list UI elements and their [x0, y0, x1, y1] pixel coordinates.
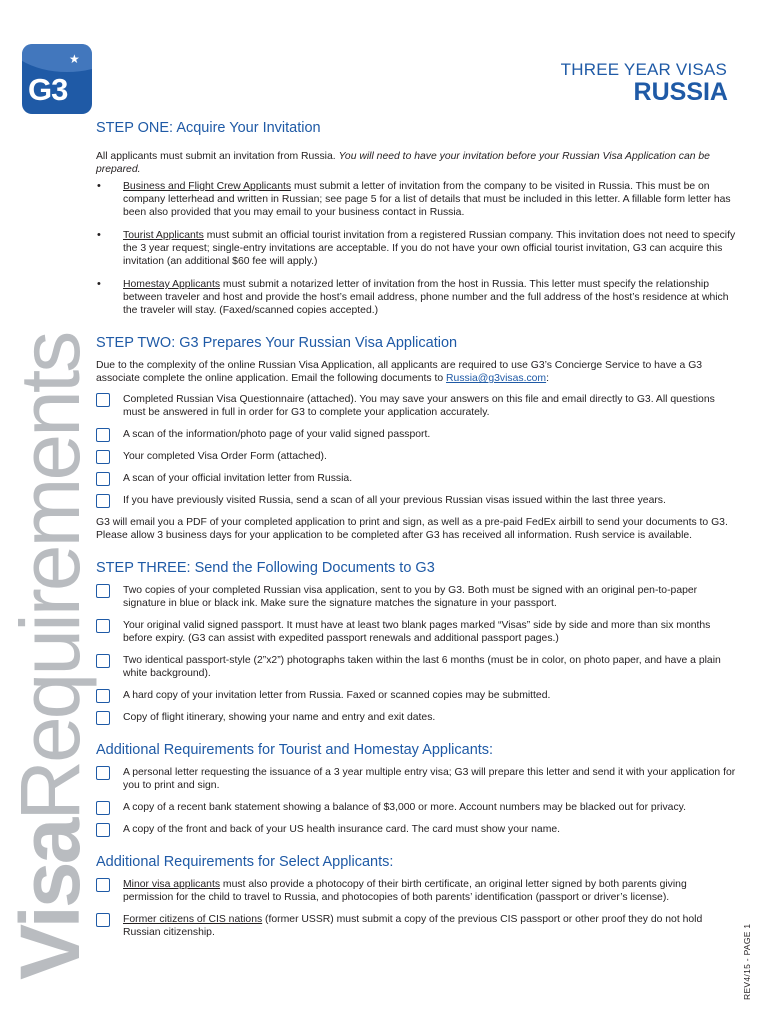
checkbox-item [96, 766, 736, 792]
checkbox-label-title: Minor visa applicants [123, 879, 221, 890]
tourist-requirements-heading: Additional Requirements for Tourist and Homestay Applicants: [96, 742, 494, 758]
step-one-intro-text: All applicants must submit an invitation from Russia. [96, 151, 336, 162]
g3-logo [22, 44, 92, 114]
bullet-text: must submit a letter of invitation from the company to be visited in Russia. This must be on company letterhead and written in Russian; see page 5 for a list of details that must be included in this letter. A fillable form letter has been also provided that you may email to your business contact in Russia. [123, 181, 731, 218]
step-one-intro-italic: You will need to have your invitation before your Russian Visa Application can be prepared. [96, 151, 710, 175]
bullet-text: must submit a notarized letter of invitation from the host in Russia. This letter must specify the relationship between traveler and host and provide the host’s email address, phone number and the full address of the host’s residence at which the traveler will stay. (Faxed/scanned copies accepted.) [123, 279, 729, 316]
logo-text: G3 [28, 72, 68, 107]
checkbox-label: Two copies of your completed Russian visa application, sent to you by G3. Both must be signed with an original pen-to-paper signature in blue or black ink. Make sure the signature matches the signature in your passport. [123, 585, 698, 609]
star-icon: ★ [69, 52, 80, 66]
checkbox-item [96, 584, 736, 610]
checkbox-label: A personal letter requesting the issuance of a 3 year multiple entry visa; G3 will prepare this letter and send it with your application for you to print and sign. [123, 767, 736, 791]
vertical-brand-text [3, 333, 97, 980]
checkbox-item [96, 450, 736, 463]
checkbox[interactable] [96, 823, 110, 837]
list-item [96, 278, 736, 317]
bullet-title: Homestay Applicants [123, 279, 221, 290]
checkbox-label: If you have previously visited Russia, send a scan of all your previous Russian visas issued within the last three years. [123, 495, 666, 506]
checkbox-item [96, 619, 736, 645]
checkbox-item [96, 654, 736, 680]
checkbox[interactable] [96, 494, 110, 508]
page-subtitle: THREE YEAR VISAS [560, 60, 727, 79]
checkbox-label: A copy of a recent bank statement showing a balance of $3,000 or more. Account numbers may be blacked out for privacy. [123, 802, 686, 813]
checkbox-item [96, 428, 736, 441]
checkbox-label: Your completed Visa Order Form (attached). [123, 451, 327, 462]
step-two-intro-text: Due to the complexity of the online Russian Visa Application, all applicants are required to use G3’s Concierge Service to have a G3 associate complete the online application. Email the following documents to [96, 360, 703, 384]
checkbox[interactable] [96, 913, 110, 927]
checkbox[interactable] [96, 619, 110, 633]
bullet-title: Business and Flight Crew Applicants [123, 181, 292, 192]
step-one-heading: STEP ONE: Acquire Your Invitation [96, 120, 321, 136]
checkbox-item [96, 878, 736, 904]
page-title: RUSSIA [633, 78, 728, 106]
email-link[interactable]: Russia@g3visas.com [446, 373, 547, 384]
checkbox-item [96, 393, 736, 419]
checkbox[interactable] [96, 689, 110, 703]
checkbox-label: A scan of your official invitation letter from Russia. [123, 473, 353, 484]
checkbox-label: must also provide a photocopy of their birth certificate, an original letter signed by both parents giving permission for the child to travel to Russia, and photocopies of both parents’ identification (passport or driver’s license). [123, 879, 687, 903]
logo-swoosh [22, 44, 92, 72]
checkbox[interactable] [96, 654, 110, 668]
step-two-intro [96, 359, 736, 385]
checkbox-label-title: Former citizens of CIS nations [123, 914, 263, 925]
checkbox-item [96, 472, 736, 485]
checkbox[interactable] [96, 428, 110, 442]
checkbox-item [96, 689, 736, 702]
list-item [96, 229, 736, 268]
step-three-heading: STEP THREE: Send the Following Documents to G3 [96, 560, 435, 576]
checkbox-item [96, 823, 736, 836]
checkbox[interactable] [96, 393, 110, 407]
checkbox[interactable] [96, 472, 110, 486]
checkbox-item [96, 494, 736, 507]
step-two-outro: G3 will email you a PDF of your completed application to print and sign, as well as a pre-paid FedEx airbill to send your documents to G3. Please allow 3 business days for your application to be completed after G3 has received all information. Rush service is available. [96, 517, 728, 541]
vertical-brand-bold: Visa [3, 820, 97, 980]
select-requirements-heading: Additional Requirements for Select Applicants: [96, 854, 394, 870]
checkbox-label: Completed Russian Visa Questionnaire (attached). You may save your answers on this file and email directly to G3. All questions must be answered in full in order for G3 to complete your application accurately. [123, 394, 715, 418]
checkbox-label: A hard copy of your invitation letter from Russia. Faxed or scanned copies may be submitted. [123, 690, 551, 701]
checkbox-label: A scan of the information/photo page of your valid signed passport. [123, 429, 431, 440]
document-body [96, 122, 736, 939]
bullet-icon: • [97, 229, 101, 241]
step-two-heading: STEP TWO: G3 Prepares Your Russian Visa Application [96, 335, 458, 351]
bullet-icon: • [97, 278, 101, 290]
checkbox[interactable] [96, 878, 110, 892]
checkbox[interactable] [96, 801, 110, 815]
bullet-icon: • [97, 180, 101, 192]
bullet-text: must submit an official tourist invitation from a registered Russian company. This invitation does not need to specify the 3 year request; single-entry invitations are acceptable. If you do not have your own official tourist invitation, G3 can acquire this invitation (an additional $60 fee will apply.) [123, 230, 736, 267]
revision-label: REV4/15 - PAGE 1 [742, 923, 752, 1000]
checkbox-item [96, 711, 736, 724]
checkbox-item [96, 913, 736, 939]
checkbox[interactable] [96, 584, 110, 598]
step-one-intro [96, 150, 736, 176]
checkbox-item [96, 801, 736, 814]
list-item [96, 180, 736, 219]
checkbox-label: A copy of the front and back of your US health insurance card. The card must show your name. [123, 824, 561, 835]
vertical-brand-light: Requirements [3, 333, 97, 821]
checkbox-label: Two identical passport-style (2”x2”) photographs taken within the last 6 months (must be in color, on photo paper, and have a plain white background). [123, 655, 721, 679]
checkbox-label: Copy of flight itinerary, showing your name and entry and exit dates. [123, 712, 436, 723]
checkbox[interactable] [96, 450, 110, 464]
checkbox-label: Your original valid signed passport. It must have at least two blank pages marked “Visas” side by side and more than six months before expiry. (G3 can assist with expedited passport renewals and additional passport pages.) [123, 620, 711, 644]
checkbox[interactable] [96, 711, 110, 725]
bullet-title: Tourist Applicants [123, 230, 204, 241]
step-two-intro-end: : [546, 373, 549, 384]
checkbox[interactable] [96, 766, 110, 780]
checkbox-label: (former USSR) must submit a copy of the previous CIS passport or other proof they do not hold Russian citizenship. [123, 914, 703, 938]
